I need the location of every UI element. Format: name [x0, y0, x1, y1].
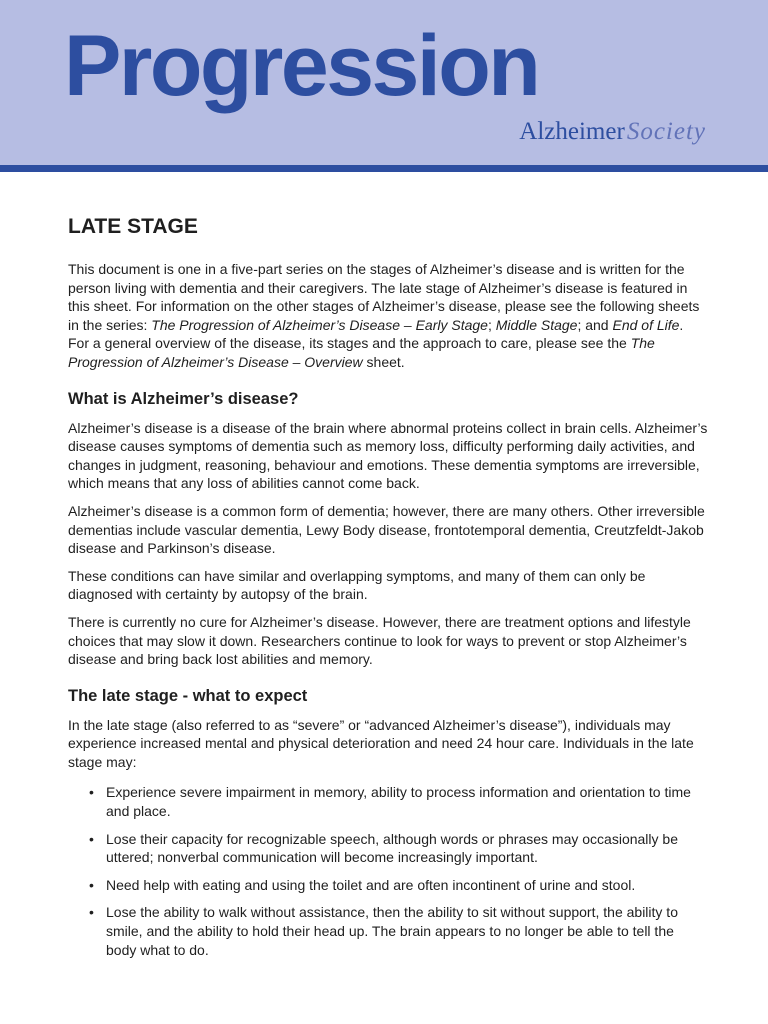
- list-item: [89, 783, 708, 820]
- list-item: [89, 876, 708, 895]
- intro-text-5: sheet.: [362, 353, 405, 370]
- intro-text-4: . For a general overview of the disease, its stages and the approach to care, please see the: [68, 316, 684, 352]
- intro-paragraph: [68, 260, 708, 372]
- stage-title: LATE STAGE: [68, 215, 198, 238]
- bullet-icon: •: [89, 876, 94, 893]
- intro-text-1: This document is one in a five-part series on the stages of Alzheimer’s disease and is written for the person living with dementia and their caregivers. The late stage of Alzheimer’s disease is featured in this sheet. For information on the other stages of Alzheimer’s disease, please see the following sheets in the series:: [68, 261, 700, 333]
- intro-ref-middle-stage: Middle Stage: [495, 316, 578, 333]
- org-logo: [519, 115, 706, 148]
- intro-ref-end-of-life: End of Life: [612, 316, 680, 333]
- intro-ref-overview: The Progression of Alzheimer’s Disease – Overview: [68, 335, 655, 370]
- intro-ref-early-stage: The Progression of Alzheimer’s Disease – Early Stage: [151, 316, 488, 333]
- list-item-text: Need help with eating and using the toilet and are often incontinent of urine and stool.: [106, 876, 636, 893]
- section1-paragraph: Alzheimer’s disease is a common form of dementia; however, there are many others. Other irreversible dementias include vascular dementia, Lewy Body disease, frontotemporal dementia, Creutzfeldt-Jakob disease and Parkinson’s disease.: [68, 502, 705, 557]
- list-item-text: Lose the ability to walk without assistance, then the ability to sit without support, the ability to smile, and the ability to hold their head up. The brain appears to no longer be able to tell the body what to do.: [106, 904, 678, 958]
- section2-intro: In the late stage (also referred to as “severe” or “advanced Alzheimer’s disease”), individuals may experience increased mental and physical deterioration and need 24 hour care. Individuals in the late stage may:: [68, 716, 694, 770]
- list-item-text: Lose their capacity for recognizable speech, although words or phrases may occasionally be uttered; nonverbal communication will become increasingly important.: [106, 830, 678, 866]
- section-heading-what-is: What is Alzheimer’s disease?: [68, 389, 299, 408]
- list-item: [89, 903, 708, 959]
- section1-paragraph: These conditions can have similar and overlapping symptoms, and many of them can only be diagnosed with certainty by autopsy of the brain.: [68, 567, 646, 603]
- intro-text-3: ; and: [577, 316, 613, 333]
- org-name-secondary: Society: [626, 118, 706, 145]
- bullet-icon: •: [89, 830, 94, 847]
- document-body: [68, 212, 708, 968]
- bullet-icon: •: [89, 784, 94, 801]
- org-name-primary: Alzheimer: [519, 118, 625, 145]
- document-title: Progression: [64, 18, 539, 114]
- list-item-text: Experience severe impairment in memory, ability to process information and orientation to time and place.: [106, 784, 691, 820]
- symptom-list: [68, 783, 708, 959]
- header-rule: [0, 165, 768, 172]
- section1-paragraph: There is currently no cure for Alzheimer’s disease. However, there are treatment options and lifestyle choices that may slow it down. Researchers continue to look for ways to prevent or stop Alzheimer’s disease and bring back lost abilities and memory.: [68, 613, 691, 668]
- section-heading-late-stage: The late stage - what to expect: [68, 686, 308, 705]
- intro-text-2: ;: [487, 316, 496, 333]
- header-band: [0, 0, 768, 165]
- list-item: [89, 830, 708, 867]
- bullet-icon: •: [89, 904, 94, 921]
- section1-paragraph: Alzheimer’s disease is a disease of the brain where abnormal proteins collect in brain cells. Alzheimer’s disease causes symptoms of dementia such as memory loss, difficulty performing daily activities, and changes in judgment, reasoning, behaviour and emotions. These dementia symptoms are irreversible, which means that any loss of abilities cannot come back.: [68, 419, 708, 492]
